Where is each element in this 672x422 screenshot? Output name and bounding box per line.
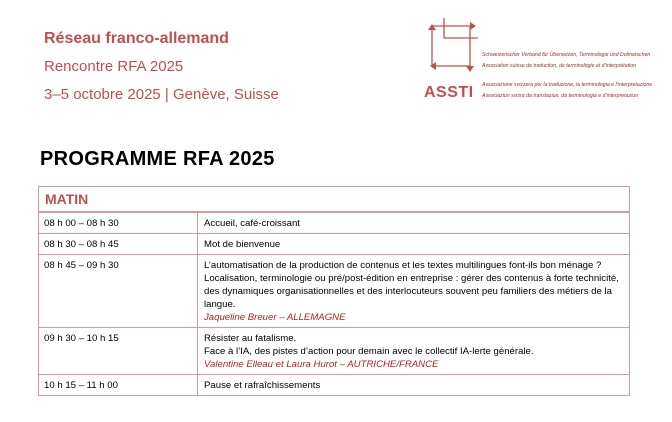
logo-line-de: Schweizerischer Verband für Übersetzen, Terminologie und Dolmetschen bbox=[482, 52, 651, 58]
table-row bbox=[39, 213, 629, 234]
speaker: Valentine Elleau et Laura Hurot – AUTRICHE/FRANCE bbox=[204, 359, 439, 370]
time-cell: 08 h 00 – 08 h 30 bbox=[39, 213, 198, 233]
content-cell bbox=[198, 375, 629, 395]
table-row bbox=[39, 234, 629, 255]
event-name: Rencontre RFA 2025 bbox=[44, 58, 184, 75]
logo-line-fr: Association suisse de traduction, de terminologie et d’interprétation bbox=[482, 63, 636, 69]
logo-line-it: Associazione svizzera per la traduzione, la terminologia e l’interpretazione bbox=[482, 82, 653, 88]
content-cell bbox=[198, 328, 629, 374]
logo-line-rm: Associaziun svizra da translaziun, da terminologia e d’interpretaziun bbox=[482, 93, 638, 99]
network-name: Réseau franco-allemand bbox=[44, 30, 229, 47]
session-description: Localisation, terminologie ou pré/post-édition en entreprise : gérer des contenus à forte technicité, des dynamiques organisationnelles et des interlocuteurs souvent peu familiers des métiers de la langue. bbox=[204, 273, 619, 310]
session-title: Accueil, café-croissant bbox=[204, 218, 300, 229]
program-table bbox=[38, 186, 630, 396]
session-title: Pause et rafraîchissements bbox=[204, 380, 321, 391]
section-header: MATIN bbox=[39, 187, 629, 213]
content-cell bbox=[198, 234, 629, 254]
speaker: Jaqueline Breuer – ALLEMAGNE bbox=[204, 312, 346, 323]
session-title: L’automatisation de la production de contenus et les textes multilingues font-ils bon ménage ? bbox=[204, 260, 602, 271]
event-date-location: 3–5 octobre 2025 | Genève, Suisse bbox=[44, 86, 279, 103]
table-row bbox=[39, 328, 629, 375]
table-row bbox=[39, 255, 629, 328]
session-title: Mot de bienvenue bbox=[204, 239, 281, 250]
page-title: PROGRAMME RFA 2025 bbox=[40, 148, 275, 170]
assti-logo bbox=[424, 16, 660, 112]
session-description: Face à l’IA, des pistes d’action pour demain avec le collectif IA-lerte générale. bbox=[204, 346, 534, 357]
arrows-logo-icon bbox=[424, 16, 484, 82]
time-cell: 09 h 30 – 10 h 15 bbox=[39, 328, 198, 374]
time-cell: 08 h 30 – 08 h 45 bbox=[39, 234, 198, 254]
time-cell: 10 h 15 – 11 h 00 bbox=[39, 375, 198, 395]
table-row bbox=[39, 375, 629, 395]
content-cell bbox=[198, 213, 629, 233]
content-cell bbox=[198, 255, 629, 327]
assti-wordmark: ASSTI bbox=[424, 84, 474, 101]
session-title: Résister au fatalisme. bbox=[204, 333, 297, 344]
time-cell: 08 h 45 – 09 h 30 bbox=[39, 255, 198, 327]
